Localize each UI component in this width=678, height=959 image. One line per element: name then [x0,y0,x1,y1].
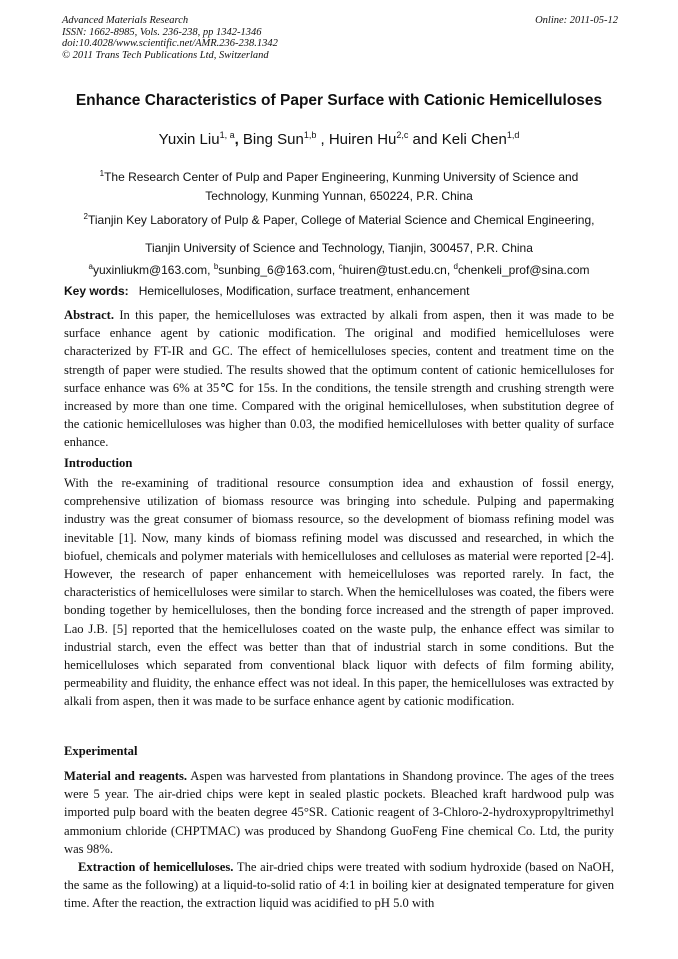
author-list [40,130,638,148]
affil-text: The Research Center of Pulp and Paper Engineering, Kunming University of Science and [104,170,579,184]
introduction-paragraph: With the re-examining of traditional resource consumption idea and exhaustion of fossil energy, comprehensive utilization of biomass resource was bringing into schedule. Pulping and papermaking industry was the great consumer of biomass resource, so the development of biomass refining model was inevitable [1]. Now, many kinds of biomass refining model was discussed and researched, in which the biofuel, chemicals and polymer materials with hemicelluloses and celluloses as material were reported [2-4]. However, the research of paper enhancement with hemeicelluloses was reported rarely. In fact, the characteristics of hemicelluloses were similar to starch. When the hemicelluloses was coated, the fibers were bonding together by hemicelluloses, then the bonding force increased and the strength of paper improved. Lao J.B. [5] reported that the hemicelluloses coated on the waste pulp, the enhance effect was similar to industrial starch, even the effect was better than that of industrial starch in some conditions. But the hemicelluloses which separated from conventional black liquor with defects of film forming ability, permeability and fluidity, the enhance effect was not ideal. In this paper, the hemicelluloses was extracted by alkali from aspen, then it was made to be surface enhance agent by cationic modification. [64,476,614,709]
materials-text: Aspen was harvested from plantations in Shandong province. The ages of the trees were 5 year. The air-dried chips were kept in sealed plastic pockets. Bleached kraft hardwood pulp was imported pulp board with the beaten degree 45°SR. Cationic reagent of 3-Chloro-2-hydroxypropyltrimethyl ammonium chloride (CHPTMAC) was produced by Shandong GuoFeng Fine chemical Co. Ltd, the purity was 98%. [64,769,614,856]
email-address: sunbing_6@163.com [218,263,332,277]
email-sup: c [338,262,343,271]
doi-line: doi:10.4028/www.scientific.net/AMR.236-238.1342 [62,38,278,50]
email-address: huiren@tust.edu.cn [342,263,447,277]
keywords-line [64,284,624,298]
author-separator: , [234,131,243,148]
abstract-label: Abstract. [64,308,115,322]
issn-line: ISSN: 1662-8985, Vols. 236-238, pp 1342-1346 [62,26,262,38]
introduction-heading: Introduction [64,456,133,470]
running-header [62,15,618,61]
affil-text: Technology, Kunming Yunnan, 650224, P.R. China [205,189,473,203]
email-list: $^a$yuxinliukm@163.com, $^b$sunbing_6@163.com, $^c$huiren@tust.edu.cn, $^d$chenkeli_prof@sina.com [88,262,590,277]
affiliation-1 [60,164,618,206]
author-affil-sup: 1,d [506,130,520,140]
author-name: Huiren Hu [328,131,397,148]
email-sup: b [213,262,219,271]
author-separator: , [316,131,329,148]
affiliation-2 [60,207,618,258]
email-address: chenkeli_prof@sina.com [457,263,590,277]
extraction-label: Extraction of hemicelluloses. [78,860,234,874]
author-name: Keli Chen [441,131,507,148]
paper-title: Enhance Characteristics of Paper Surface with Cationic Hemicelluloses [75,92,603,109]
materials-label: Material and reagents. [64,769,188,783]
email-sup: a [88,262,93,271]
author-name: Yuxin Liu [158,131,220,148]
copyright-line: © 2011 Trans Tech Publications Ltd, Switzerland [62,49,269,61]
online-date: Online: 2011-05-12 [535,15,618,26]
affil-number: 2 [83,212,88,221]
extraction-text: The air-dried chips were treated with sodium hydroxide (based on NaOH, the same as the following) at a liquid-to-solid ratio of 4:1 in boiling kier at designated temperature for given time. After the reaction, the extraction liquid was acidified to pH 5.0 with [64,860,615,911]
author-affil-sup: 1,b [303,130,317,140]
journal-name: Advanced Materials Research [62,15,189,26]
affil-text: Tianjin Key Laboratory of Pulp & Paper, College of Material Science and Chemical Engineering, [87,213,595,227]
abstract-paragraph [64,306,614,452]
extraction-paragraph [64,858,614,913]
abstract-text: In this paper, the hemicelluloses was extracted by alkali from aspen, then it was made to be surface enhance agent by cationic modification. The original and modified hemicelluloses were characterized by FT-IR and GC. The effect of hemicelluloses species, content and treatment time on the strength of paper were studied. The results showed that the optimum content of cationic hemicelluloses for surface enhance was 6% at 35℃ for 15s. In the conditions, the tensile strength and crushing strength were increased by more than one time. Compared with the original hemicelluloses, when substitution degree of the cationic hemicelluloses was higher than 0.03, the modified hemicelluloses with better quality of surface enhance. [64,308,614,450]
email-address: yuxinliukm@163.com [92,263,208,277]
materials-paragraph [64,767,614,858]
author-name: Bing Sun [242,131,304,148]
keywords-label: Key words: [64,284,129,298]
author-affil-sup: 2,c [396,130,409,140]
author-affil-sup: 1, a [219,130,235,140]
author-separator: and [408,131,442,148]
experimental-heading: Experimental [64,744,138,758]
email-sup: d [453,262,458,271]
keywords-text: Hemicelluloses, Modification, surface treatment, enhancement [138,284,470,298]
affil-text: Tianjin University of Science and Technology, Tianjin, 300457, P.R. China [145,241,533,255]
affil-number: 1 [99,169,105,178]
